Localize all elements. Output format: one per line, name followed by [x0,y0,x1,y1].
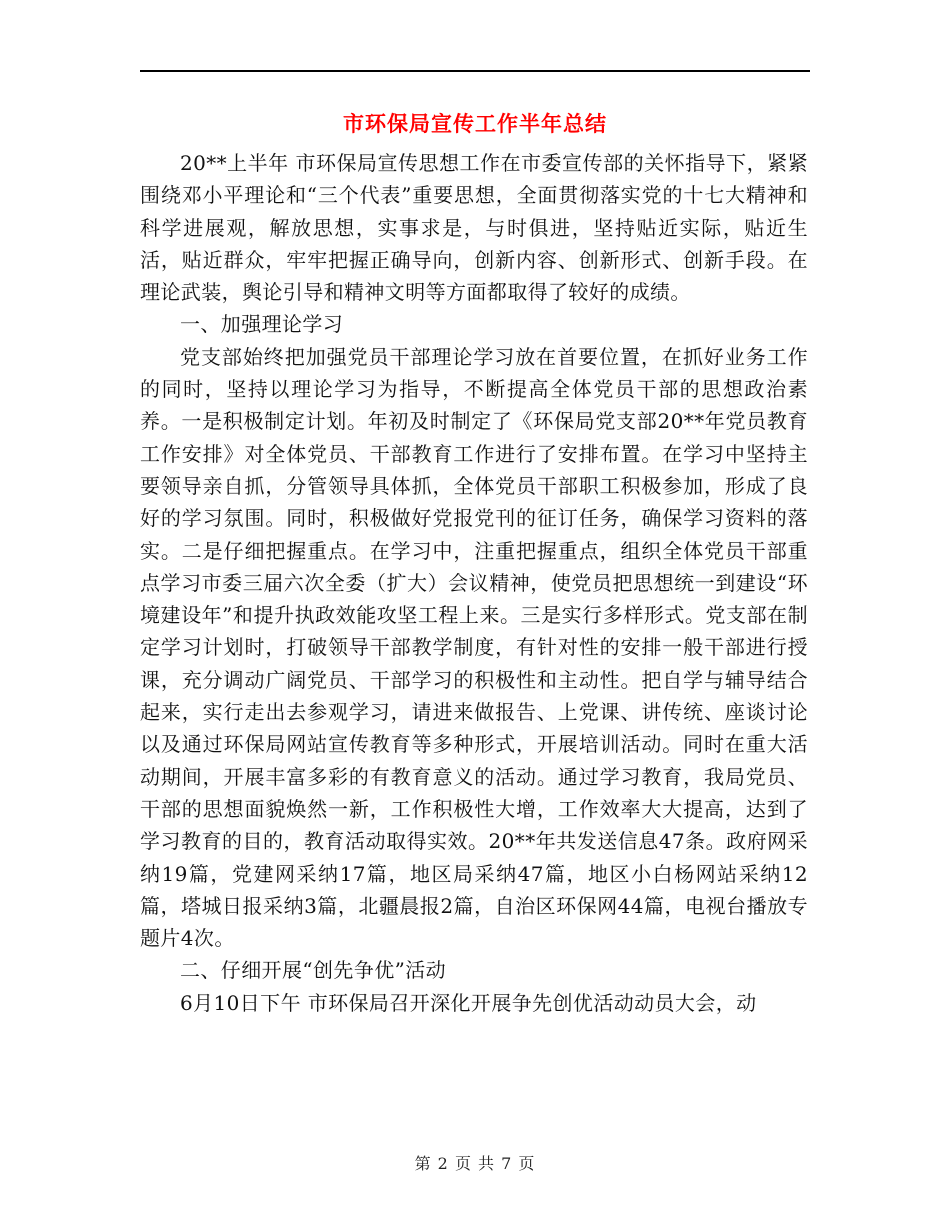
page-number-footer: 第 2 页 共 7 页 [414,1154,536,1173]
section-heading-2: 二、仔细开展“创先争优”活动 [180,958,447,983]
section-2-paragraph: 6月10日下午 市环保局召开深化开展争先创优活动动员大会，动 [180,990,757,1015]
section-1-paragraph: 党支部始终把加强党员干部理论学习放在首要位置，在抓好业务工作的同时，坚持以理论学习为指导，不断提高全体党员干部的思想政治素养。一是积极制定计划。年初及时制定了《环保局党支部20**年党员教育工作安排》对全体党员、干部教育工作进行了安排布置。在学习中坚持主要领导亲自抓，分管领导具体抓，全体党员干部职工积极参加，形成了良好的学习氛围。同时，积极做好党报党刊的征订任务，确保学习资料的落实。二是仔细把握重点。在学习中，注重把握重点，组织全体党员干部重点学习市委三届六次全委（扩大）会议精神，使党员把思想统一到建设“环境建设年”和提升执政效能攻坚工程上来。三是实行多样形式。党支部在制定学习计划时，打破领导干部教学制度，有针对性的安排一般干部进行授课，充分调动广阔党员、干部学习的积极性和主动性。把自学与辅导结合起来，实行走出去参观学习，请进来做报告、上党课、讲传统、座谈讨论以及通过环保局网站宣传教育等多种形式，开展培训活动。同时在重大活动期间，开展丰富多彩的有教育意义的活动。通过学习教育，我局党员、干部的思想面貌焕然一新，工作积极性大增，工作效率大大提高，达到了学习教育的目的，教育活动取得实效。20**年共发送信息47条。政府网采纳19篇，党建网采纳17篇，地区局采纳47篇，地区小白杨网站采纳12篇，塔城日报采纳3篇，北疆晨报2篇，自治区环保网44篇，电视台播放专题片4次。 [140,344,808,951]
document-title: 市环保局宣传工作半年总结 [343,111,607,136]
section-heading-1: 一、加强理论学习 [180,312,344,337]
intro-paragraph: 20**上半年 市环保局宣传思想工作在市委宣传部的关怀指导下，紧紧围绕邓小平理论和“三个代表”重要思想，全面贯彻落实党的十七大精神和科学进展观，解放思想，实事求是，与时俱进，坚持贴近实际，贴近生活，贴近群众，牢牢把握正确导向，创新内容、创新形式、创新手段。在理论武装，舆论引导和精神文明等方面都取得了较好的成绩。 [140,151,808,305]
document-body [140,147,808,1019]
header-rule [140,70,810,72]
